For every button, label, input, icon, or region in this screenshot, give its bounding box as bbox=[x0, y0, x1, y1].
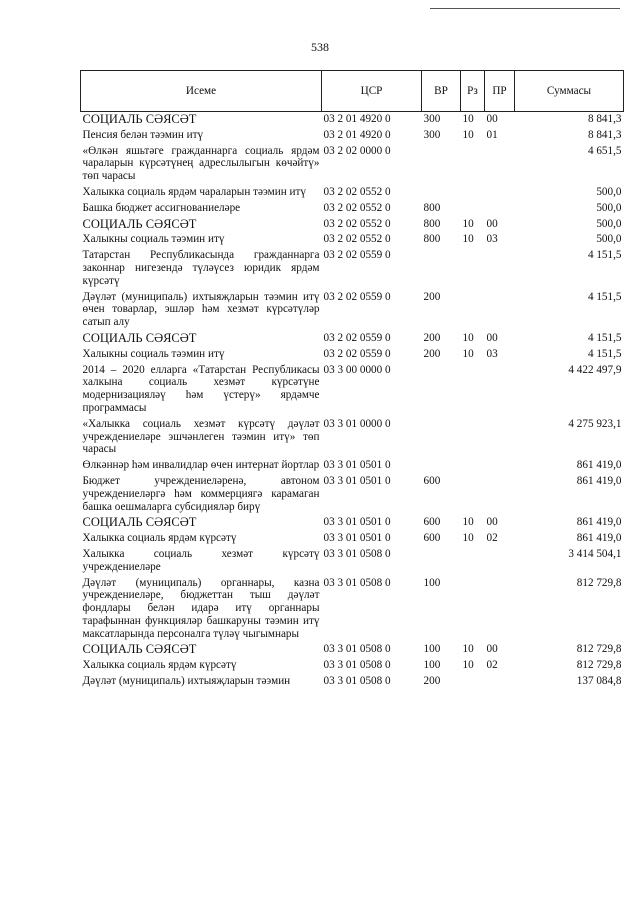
cell-csr: 03 3 01 0508 0 bbox=[323, 547, 391, 560]
cell-csr: 03 3 01 0508 0 bbox=[323, 659, 391, 672]
cell-csr: 03 3 01 0501 0 bbox=[323, 459, 391, 472]
cell-pr: 00 bbox=[486, 217, 498, 230]
cell-vr bbox=[422, 547, 461, 576]
cell-vr bbox=[422, 363, 461, 417]
cell-pr: 01 bbox=[486, 128, 498, 141]
cell-pr: 03 bbox=[486, 347, 498, 360]
cell-csr: 03 3 01 0508 0 bbox=[323, 675, 391, 688]
cell-rz bbox=[461, 248, 485, 289]
header-vr: ВР bbox=[422, 71, 461, 112]
table-row bbox=[81, 331, 624, 347]
cell-vr: 300 bbox=[423, 113, 441, 125]
cell-rz bbox=[461, 363, 485, 417]
cell-pr bbox=[485, 474, 515, 515]
cell-sum: 812 729,8 bbox=[576, 643, 622, 656]
table-row bbox=[81, 674, 624, 690]
cell-sum: 500,0 bbox=[596, 201, 622, 214]
cell-name: Дәүләт (муниципаль) ихтыяҗларын тәэмин итү өчен товарлар, эшләр һәм хезмәт күрсәтүләр сатып алу bbox=[82, 290, 320, 329]
cell-csr: 03 2 02 0000 0 bbox=[323, 144, 391, 157]
cell-name: Пенсия белән тәэмин итү bbox=[82, 128, 204, 141]
cell-csr: 03 2 02 0552 0 bbox=[323, 185, 391, 198]
cell-name: Халыкны социаль тәэмин итү bbox=[82, 347, 225, 360]
cell-sum: 137 084,8 bbox=[576, 675, 622, 688]
cell-vr bbox=[422, 458, 461, 474]
cell-pr bbox=[485, 547, 515, 576]
cell-name: «Өлкән яшьтәге гражданнарга социаль ярдәм чараларын күрсәтүнең адреслылыгын көчәйтү» төп чарасы bbox=[82, 144, 320, 183]
cell-rz: 10 bbox=[462, 643, 474, 656]
cell-csr: 03 2 02 0552 0 bbox=[323, 201, 391, 214]
cell-sum: 4 422 497,9 bbox=[568, 363, 622, 376]
cell-vr: 800 bbox=[423, 201, 441, 214]
cell-csr: 03 2 02 0552 0 bbox=[323, 233, 391, 246]
cell-name: СОЦИАЛЬ СӘЯСӘТ bbox=[82, 216, 197, 231]
cell-rz bbox=[461, 290, 485, 331]
table-row bbox=[81, 363, 624, 417]
header-name: Исеме bbox=[81, 71, 322, 112]
page-number: 538 bbox=[311, 40, 329, 54]
cell-csr: 03 3 01 0000 0 bbox=[323, 417, 391, 430]
cell-name: Дәүләт (муниципаль) органнары, казна учреждениеләре, бюджеттан тыш дәүләт фондлары белән идарә итү органнары тарафыннан функцияләр башкаруны тәэмин итү максатларында персоналга түләү чыгымнары bbox=[82, 576, 320, 640]
table-row bbox=[81, 201, 624, 217]
cell-pr bbox=[485, 290, 515, 331]
cell-pr: 00 bbox=[486, 516, 498, 529]
cell-rz: 10 bbox=[462, 217, 474, 230]
table-header bbox=[81, 71, 624, 112]
table-row bbox=[81, 417, 624, 458]
cell-sum: 812 729,8 bbox=[576, 576, 622, 589]
cell-sum: 4 275 923,1 bbox=[568, 417, 622, 430]
cell-csr: 03 2 01 4920 0 bbox=[323, 113, 391, 125]
budget-table bbox=[80, 70, 624, 690]
cell-sum: 861 419,0 bbox=[576, 532, 622, 545]
cell-vr bbox=[422, 417, 461, 458]
cell-vr: 200 bbox=[423, 290, 441, 303]
cell-pr: 00 bbox=[486, 331, 498, 344]
cell-rz bbox=[461, 674, 485, 690]
table-row bbox=[81, 658, 624, 674]
cell-rz bbox=[461, 576, 485, 643]
cell-rz bbox=[461, 458, 485, 474]
cell-sum: 861 419,0 bbox=[576, 516, 622, 529]
table-row bbox=[81, 458, 624, 474]
table-body bbox=[81, 112, 624, 690]
cell-pr: 00 bbox=[486, 113, 498, 125]
cell-pr: 00 bbox=[486, 643, 498, 656]
table-row bbox=[81, 531, 624, 547]
cell-name: СОЦИАЛЬ СӘЯСӘТ bbox=[82, 330, 197, 345]
cell-rz bbox=[461, 474, 485, 515]
cell-csr: 03 2 02 0559 0 bbox=[323, 347, 391, 360]
cell-sum: 4 151,5 bbox=[587, 249, 622, 262]
cell-name: СОЦИАЛЬ СӘЯСӘТ bbox=[82, 515, 197, 530]
cell-rz: 10 bbox=[462, 113, 474, 125]
table-row bbox=[81, 474, 624, 515]
cell-vr: 800 bbox=[423, 217, 441, 230]
cell-name: Халыкка социаль ярдәм чараларын тәэмин итү bbox=[82, 185, 306, 198]
cell-rz bbox=[461, 144, 485, 185]
cell-sum: 812 729,8 bbox=[576, 659, 622, 672]
cell-vr: 300 bbox=[423, 128, 441, 141]
cell-csr: 03 2 02 0559 0 bbox=[323, 249, 391, 262]
table-row bbox=[81, 112, 624, 128]
cell-name: Дәүләт (муниципаль) ихтыяҗларын тәэмин bbox=[82, 675, 291, 688]
cell-sum: 4 151,5 bbox=[587, 331, 622, 344]
cell-name: Бюджет учреждениеләренә, автоном учреждениеләргә һәм коммерциягә карамаган башка оешмаларга субсидияләр бирү bbox=[82, 474, 320, 513]
table-row bbox=[81, 515, 624, 531]
cell-pr bbox=[485, 201, 515, 217]
cell-pr bbox=[485, 144, 515, 185]
cell-sum: 8 841,3 bbox=[587, 128, 622, 141]
cell-rz bbox=[461, 547, 485, 576]
cell-pr bbox=[485, 363, 515, 417]
cell-rz: 10 bbox=[462, 233, 474, 246]
cell-name: СОЦИАЛЬ СӘЯСӘТ bbox=[82, 642, 197, 657]
cell-vr: 600 bbox=[423, 532, 441, 545]
cell-csr: 03 2 01 4920 0 bbox=[323, 128, 391, 141]
cell-rz bbox=[461, 185, 485, 201]
cell-csr: 03 2 02 0559 0 bbox=[323, 331, 391, 344]
cell-name: СОЦИАЛЬ СӘЯСӘТ bbox=[82, 112, 197, 126]
cell-rz bbox=[461, 417, 485, 458]
cell-pr: 02 bbox=[486, 659, 498, 672]
cell-csr: 03 2 02 0552 0 bbox=[323, 217, 391, 230]
cell-csr: 03 3 01 0501 0 bbox=[323, 516, 391, 529]
table-row bbox=[81, 232, 624, 248]
cell-vr: 200 bbox=[423, 347, 441, 360]
cell-vr: 600 bbox=[423, 474, 441, 487]
cell-name: Халыкка социаль ярдәм күрсәтү bbox=[82, 659, 237, 672]
table-row bbox=[81, 144, 624, 185]
cell-vr: 800 bbox=[423, 233, 441, 246]
cell-vr: 200 bbox=[423, 675, 441, 688]
cell-sum: 3 414 504,1 bbox=[568, 547, 622, 560]
cell-vr: 100 bbox=[423, 659, 441, 672]
table-row bbox=[81, 185, 624, 201]
cell-pr bbox=[485, 576, 515, 643]
cell-vr: 100 bbox=[423, 576, 441, 589]
cell-vr: 100 bbox=[423, 643, 441, 656]
cell-sum: 4 151,5 bbox=[587, 290, 622, 303]
cell-name: Башка бюджет ассигнованиеләре bbox=[82, 201, 241, 214]
table-row bbox=[81, 576, 624, 643]
table-row bbox=[81, 642, 624, 658]
header-csr: ЦСР bbox=[322, 71, 422, 112]
cell-name: «Халыкка социаль хезмәт күрсәтү дәүләт учреждениеләре эшчәнлеген тәэмин итү» төп чарасы bbox=[82, 417, 320, 456]
cell-rz: 10 bbox=[462, 331, 474, 344]
cell-sum: 861 419,0 bbox=[576, 474, 622, 487]
cell-csr: 03 3 01 0501 0 bbox=[323, 532, 391, 545]
cell-csr: 03 3 01 0508 0 bbox=[323, 576, 391, 589]
cell-name: Халыкка социаль хезмәт күрсәтү учреждениеләре bbox=[82, 547, 320, 573]
cell-pr bbox=[485, 185, 515, 201]
table-row bbox=[81, 290, 624, 331]
cell-csr: 03 3 00 0000 0 bbox=[323, 363, 391, 376]
table-row bbox=[81, 248, 624, 289]
cell-name: Халыкны социаль тәэмин итү bbox=[82, 233, 225, 246]
cell-sum: 500,0 bbox=[596, 217, 622, 230]
cell-pr: 02 bbox=[486, 532, 498, 545]
top-rule bbox=[430, 8, 620, 9]
cell-pr bbox=[485, 248, 515, 289]
cell-name: Халыкка социаль ярдәм күрсәтү bbox=[82, 532, 237, 545]
cell-name: Өлкәннәр һәм инвалидлар өчен интернат йортлар bbox=[82, 459, 320, 472]
cell-vr bbox=[422, 248, 461, 289]
cell-rz: 10 bbox=[462, 128, 474, 141]
table-row bbox=[81, 347, 624, 363]
header-pr: ПР bbox=[485, 71, 515, 112]
cell-vr bbox=[422, 185, 461, 201]
cell-rz bbox=[461, 201, 485, 217]
cell-sum: 8 841,3 bbox=[587, 113, 622, 125]
table-row bbox=[81, 547, 624, 576]
cell-sum: 500,0 bbox=[596, 185, 622, 198]
table-row bbox=[81, 128, 624, 144]
cell-vr: 600 bbox=[423, 516, 441, 529]
header-sum: Суммасы bbox=[515, 71, 624, 112]
cell-rz: 10 bbox=[462, 532, 474, 545]
cell-name: Татарстан Республикасында гражданнарга законнар нигезендә түләүсез юридик ярдәм күрсәтү bbox=[82, 249, 320, 287]
cell-name: 2014 – 2020 елларга «Татарстан Республикасы халкына социаль хезмәт күрсәтүне модернизацияләү һәм үстерү» ярдәмче программасы bbox=[82, 363, 320, 414]
cell-pr bbox=[485, 674, 515, 690]
cell-vr: 200 bbox=[423, 331, 441, 344]
cell-pr bbox=[485, 417, 515, 458]
header-rz: Рз bbox=[461, 71, 485, 112]
cell-csr: 03 3 01 0508 0 bbox=[323, 643, 391, 656]
cell-csr: 03 3 01 0501 0 bbox=[323, 474, 391, 487]
cell-rz: 10 bbox=[462, 516, 474, 529]
table-row bbox=[81, 217, 624, 233]
cell-sum: 500,0 bbox=[596, 233, 622, 246]
cell-sum: 4 651,5 bbox=[587, 144, 622, 157]
cell-sum: 861 419,0 bbox=[576, 459, 622, 472]
cell-pr bbox=[485, 458, 515, 474]
cell-sum: 4 151,5 bbox=[587, 347, 622, 360]
cell-rz: 10 bbox=[462, 347, 474, 360]
cell-csr: 03 2 02 0559 0 bbox=[323, 290, 391, 303]
cell-vr bbox=[422, 144, 461, 185]
cell-rz: 10 bbox=[462, 659, 474, 672]
cell-pr: 03 bbox=[486, 233, 498, 246]
